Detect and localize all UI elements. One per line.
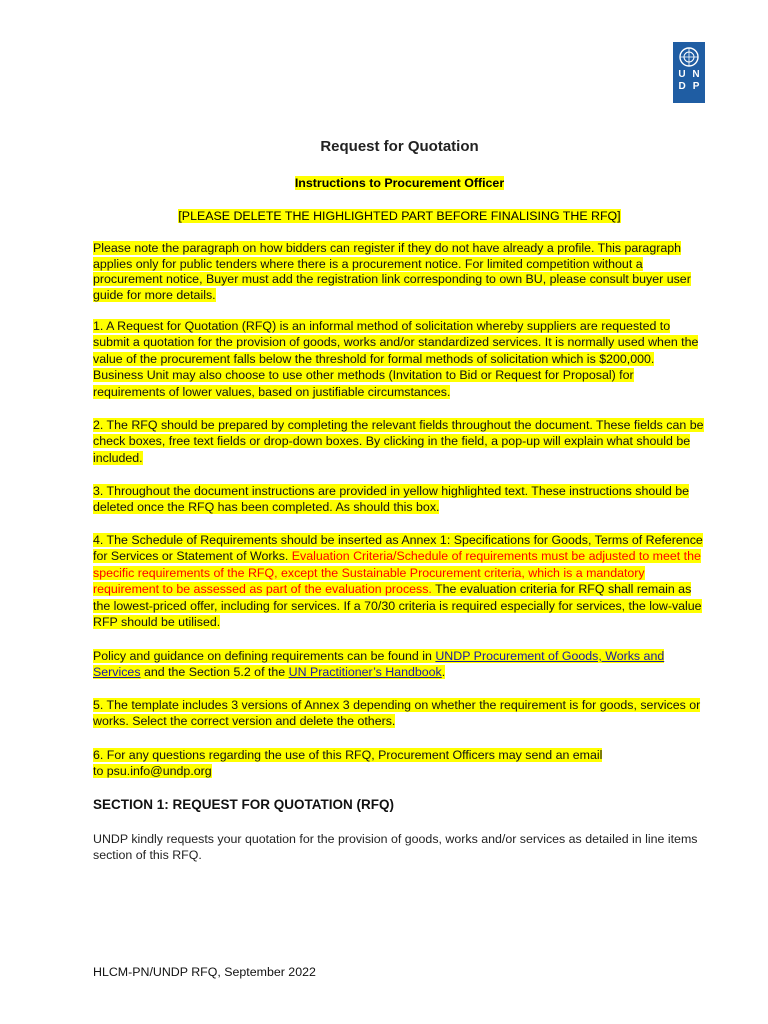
delete-notice-text: [PLEASE DELETE THE HIGHLIGHTED PART BEFORE FINALISING THE RFQ] <box>178 209 621 223</box>
logo-letter: P <box>692 81 700 92</box>
instruction-item-4-text: 4. The Schedule of Requirements should be inserted as Annex 1: Specifications for Goods, Terms of Reference for Services or Statement of Works. <box>93 533 703 564</box>
logo-letter: U <box>678 69 686 80</box>
undp-procurement-link[interactable]: UNDP Procurement of Goods, Works and Services <box>93 649 665 680</box>
policy-text-middle: and the Section 5.2 of the <box>140 665 289 680</box>
section-1-heading: SECTION 1: REQUEST FOR QUOTATION (RFQ) <box>93 797 394 812</box>
logo-row-1 <box>675 69 703 81</box>
un-emblem-icon <box>677 45 701 69</box>
undp-logo <box>673 42 705 103</box>
evaluation-criteria-warning: Evaluation Criteria/Schedule of requirements must be adjusted to meet the specific requirements of the RFQ, except the Sustainable Procurement criteria, which is a mandatory requirement to be assessed as part of the evaluation process. <box>93 549 701 597</box>
delete-notice <box>93 209 706 223</box>
policy-text: Policy and guidance on defining requirements can be found in <box>93 649 436 663</box>
intro-paragraph <box>93 241 706 303</box>
page-title: Request for Quotation <box>320 138 479 155</box>
policy-guidance <box>93 648 706 681</box>
instruction-item-5 <box>93 697 706 730</box>
instruction-item-3 <box>93 483 706 516</box>
instruction-item-4 <box>93 532 706 630</box>
instruction-item-1-text: 1. A Request for Quotation (RFQ) is an informal method of solicitation whereby suppliers are requested to submit a quotation for the provision of goods, works and/or standardized services. It is normally used when the value of the procurement falls below the threshold for formal methods of solicitation which is $200,000. Business Unit may also choose to use other methods (Invitation to Bid or Request for Proposal) for requirements of lower values, based on justifiable circumstances. <box>93 319 699 399</box>
instruction-item-2-text: 2. The RFQ should be prepared by completing the relevant fields throughout the document. These fields can be check boxes, free text fields or drop-down boxes. By clicking in the field, a pop-up will explain what should be included. <box>93 418 704 465</box>
contact-email: to psu.info@undp.org <box>93 764 212 779</box>
logo-row-2 <box>675 81 703 93</box>
instruction-item-3-text: 3. Throughout the document instructions are provided in yellow highlighted text. These instructions should be deleted once the RFQ has been completed. As should this box. <box>93 484 690 515</box>
un-practitioners-handbook-link[interactable]: UN Practitioner’s Handbook <box>288 665 442 680</box>
page-footer: HLCM-PN/UNDP RFQ, September 2022 <box>93 965 316 979</box>
instruction-item-1 <box>93 318 706 400</box>
section-1-body: UNDP kindly requests your quotation for the provision of goods, works and/or services as detailed in line items section of this RFQ. <box>93 832 698 863</box>
instruction-item-6-text: 6. For any questions regarding the use of this RFQ, Procurement Officers may send an email <box>93 748 603 762</box>
instruction-item-6 <box>93 747 706 780</box>
policy-text-end: . <box>441 665 446 680</box>
instructions-heading-text: Instructions to Procurement Officer <box>294 176 505 190</box>
logo-letter: N <box>692 69 700 80</box>
instruction-item-5-text: 5. The template includes 3 versions of Annex 3 depending on whether the requirement is for goods, services or works. Select the correct version and delete the others. <box>93 698 701 729</box>
logo-letter: D <box>678 81 686 92</box>
intro-text: Please note the paragraph on how bidders can register if they do not have already a profile. This paragraph applies only for public tenders where there is a procurement notice. For limited competition without a procurement notice, Buyer must add the registration link corresponding to own BU, please consult buyer user guide for more details. <box>93 241 691 302</box>
instruction-item-4-continuation: The evaluation criteria for RFQ shall remain as the lowest-priced offer, including for services. If a 70/30 criteria is required especially for services, the low-value RFP should be utilised. <box>93 582 702 630</box>
instruction-item-2 <box>93 417 706 466</box>
instructions-heading <box>93 176 706 190</box>
